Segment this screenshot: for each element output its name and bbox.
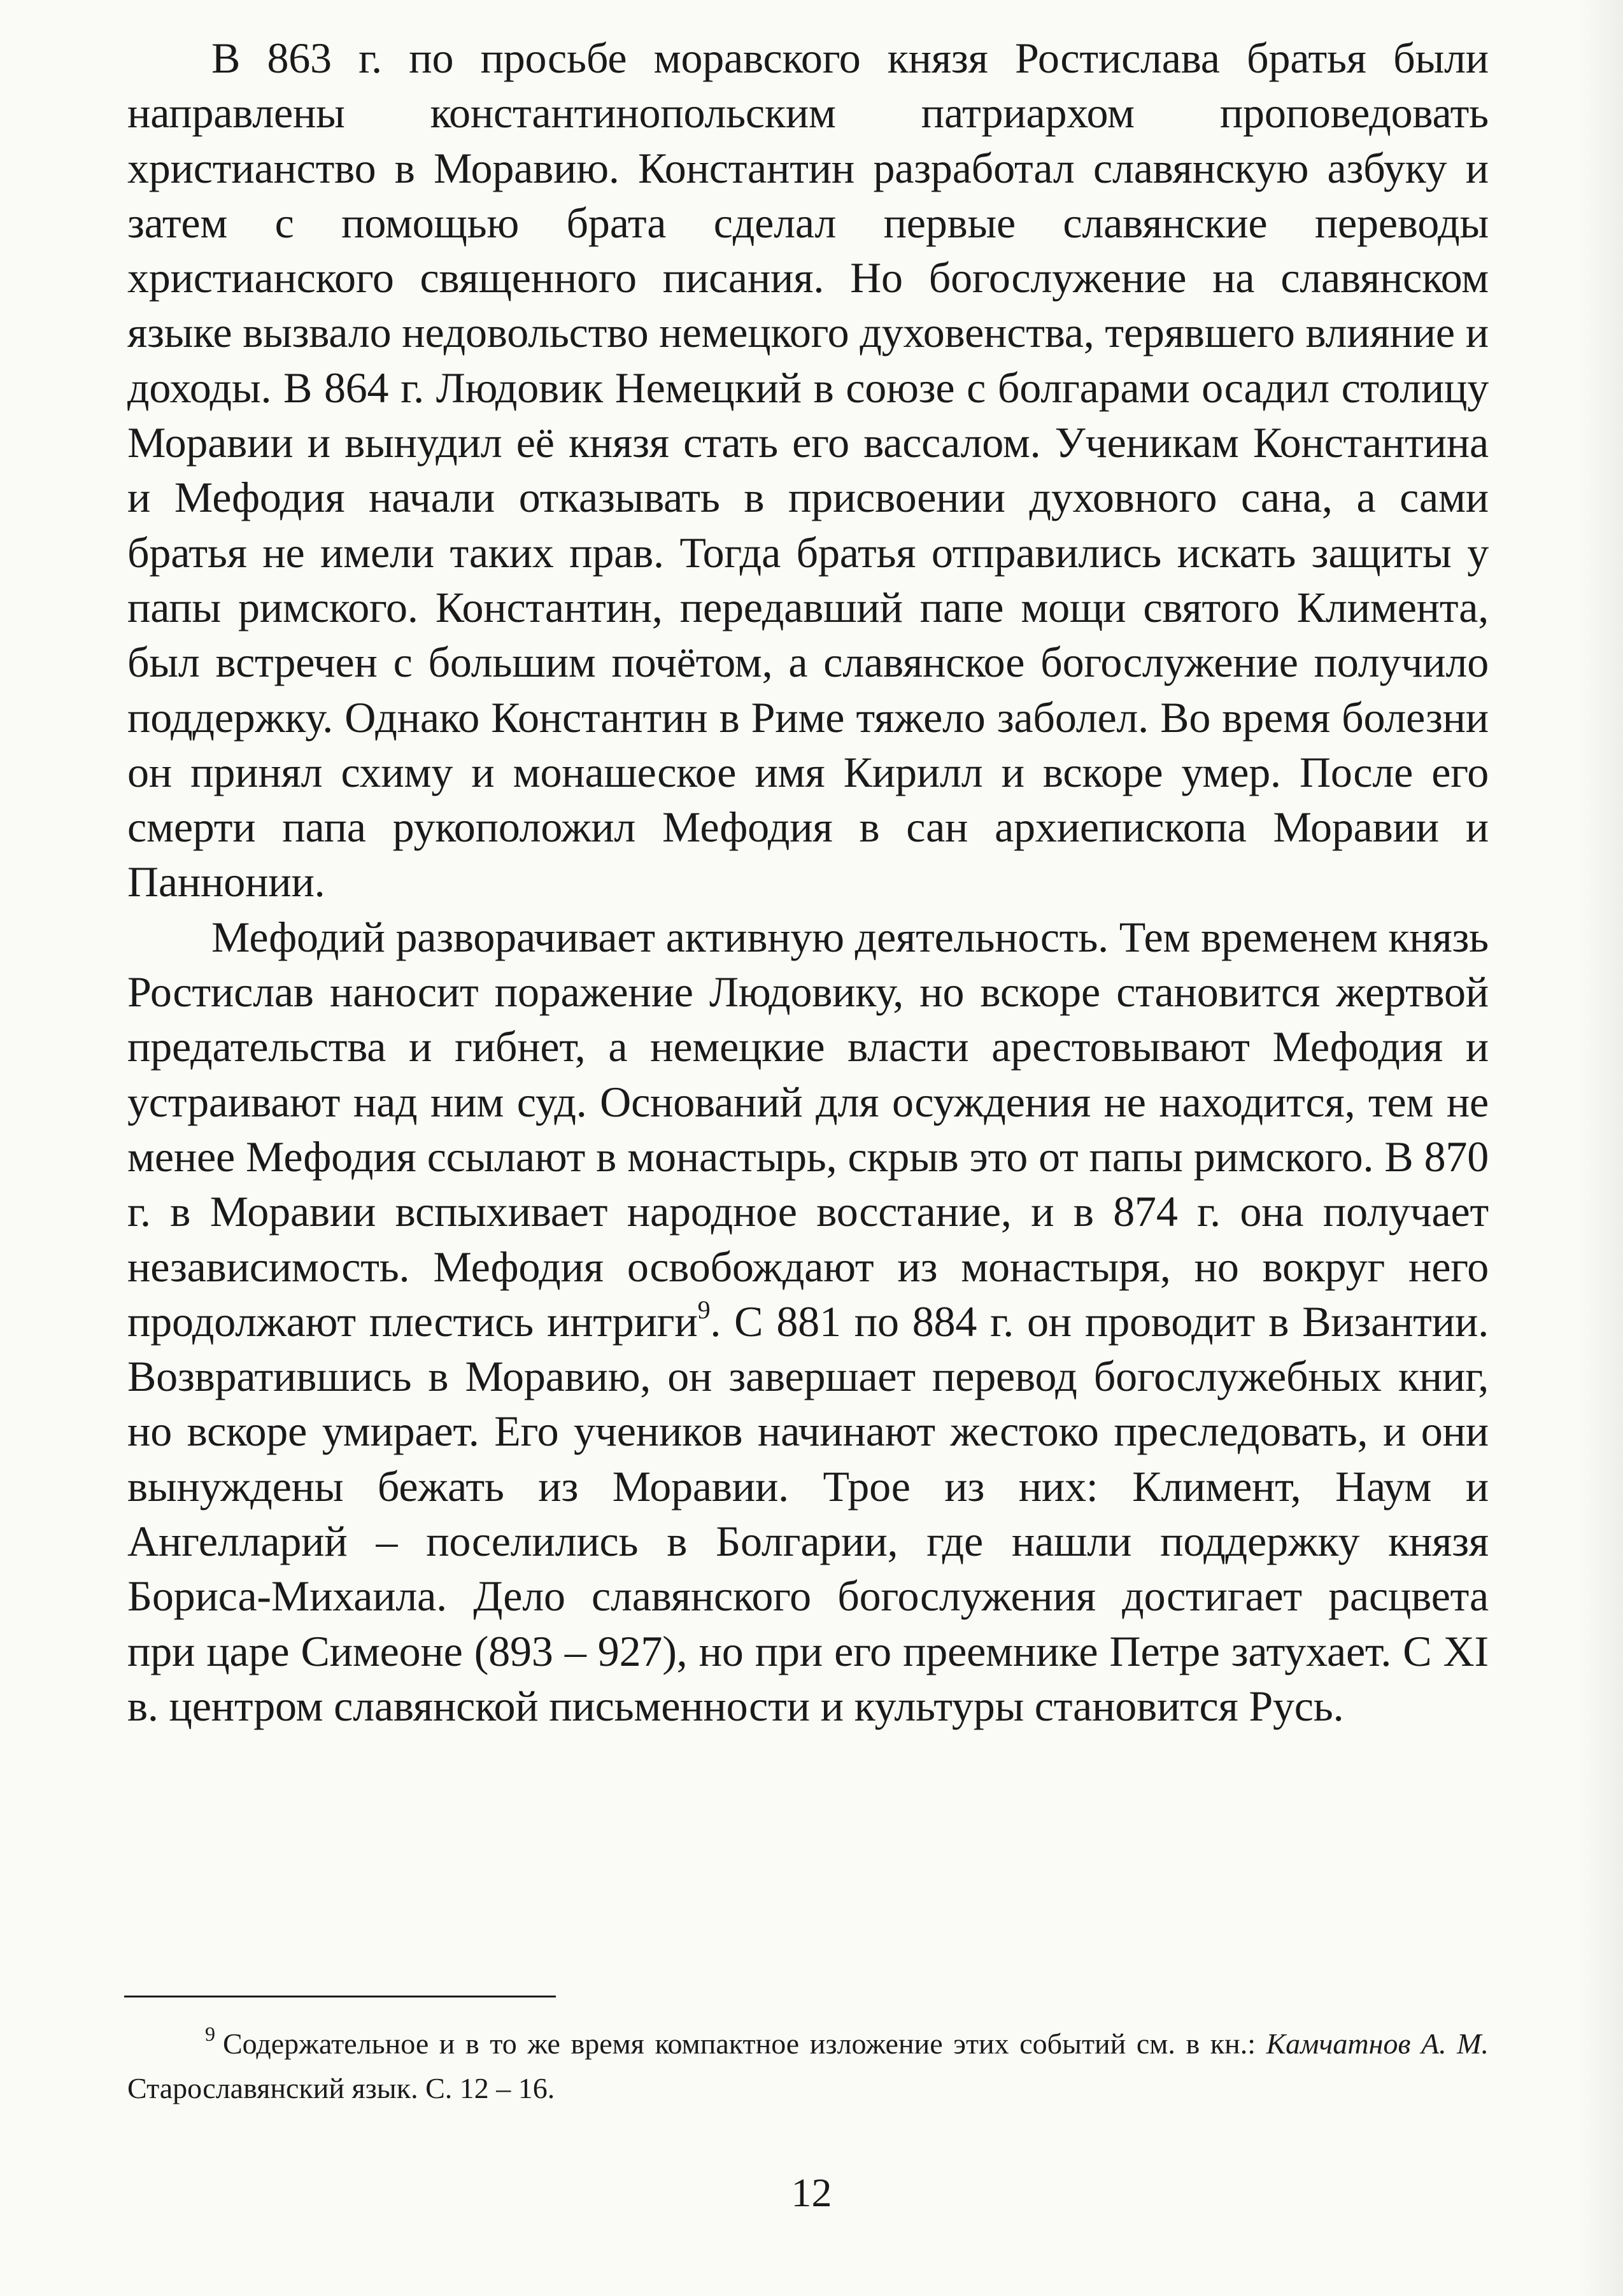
scan-edge-shadow bbox=[1579, 0, 1623, 2296]
paragraph-1: В 863 г. по просьбе моравского князя Ростислава братья были направлены константинопольским патриархом проповедовать христианство в Моравию. Константин разработал славянскую азбуку и затем с помощью брата сделал первые славянские переводы христианского священного писания. Но богослужение на славянском языке вызвало недовольство немецкого духовенства, терявшего влияние и доходы. В 864 г. Людовик Немецкий в союзе с болгарами осадил столицу Моравии и вынудил её князя стать его вассалом. Ученикам Константина и Мефодия начали отказывать в присвоении духовного сана, а сами братья не имели таких прав. Тогда братья отправились искать защиты у папы римского. Константин, передавший папе мощи святого Климента, был встречен с большим почётом, а славянское богослужение получило поддержку. Однако Константин в Риме тяжело заболел. Во время болезни он принял схиму и монашеское имя Кирилл и вскоре умер. После его смерти папа рукоположил Мефодия в сан архиепископа Моравии и Паннонии. bbox=[127, 34, 1489, 906]
paragraph-2 bbox=[127, 910, 1489, 1733]
paragraph-2-part-2: . С 881 по 884 г. он проводит в Византии. Возвратившись в Моравию, он завершает перевод богослужебных книг, но вскоре умирает. Его учеников начинают жестоко преследовать, и они вынуждены бежать из Моравии. Трое из них: Климент, Наум и Ангелларий – поселились в Болгарии, где нашли поддержку князя Бориса-Михаила. Дело славянского богослужения достигает расцвета при царе Симеоне (893 – 927), но при его преемнике Петре затухает. С XI в. центром славянской письменности и культуры становится Русь. bbox=[127, 1297, 1489, 1730]
footnote-author: Камчатнов А. М. bbox=[1266, 2027, 1489, 2060]
footnote-source: Старославянский язык. С. 12 – 16. bbox=[127, 2072, 555, 2104]
footnote bbox=[127, 2022, 1489, 2111]
main-text bbox=[127, 31, 1489, 1733]
paragraph-2-part-1: Мефодий разворачивает активную деятельность. Тем временем князь Ростислав наносит поражение Людовику, но вскоре становится жертвой предательства и гибнет, а немецкие власти арестовывают Мефодия и устраивают над ним суд. Оснований для осуждения не находится, тем не менее Мефодия ссылают в монастырь, скрыв это от папы римского. В 870 г. в Моравии вспыхивает народное восстание, и в 874 г. она получает независимость. Мефодия освобождают из монастыря, но вокруг него продолжают плестись интриги bbox=[127, 912, 1489, 1346]
footnote-text: Содержательное и в то же время компактное изложение этих событий см. в кн.: bbox=[223, 2027, 1266, 2060]
footnote-marker: 9 bbox=[205, 2022, 215, 2045]
footnote-reference: 9 bbox=[697, 1295, 711, 1324]
footnote-divider bbox=[124, 1996, 556, 1997]
page-number: 12 bbox=[791, 2170, 832, 2215]
